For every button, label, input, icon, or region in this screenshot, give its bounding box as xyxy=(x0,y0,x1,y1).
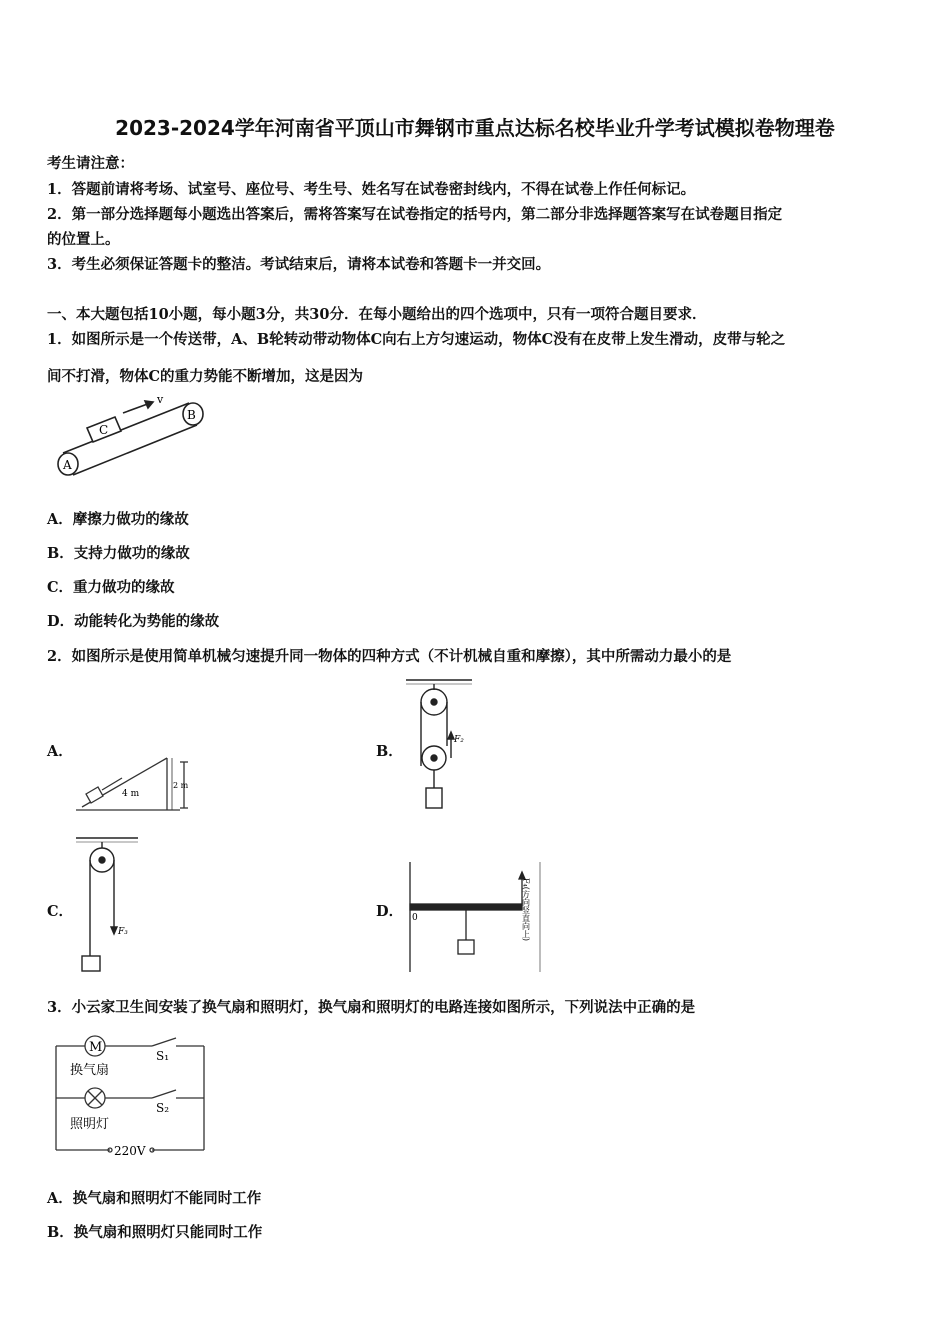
q3-switch-s1-label: S₁ xyxy=(156,1049,170,1063)
q2d-pivot-label: 0 xyxy=(412,913,418,923)
notice-item-2-cont: 的位置上。 xyxy=(47,231,120,248)
q3-option-b[interactable]: B．换气扇和照明灯只能同时工作 xyxy=(47,1224,263,1241)
q1-conveyor-figure xyxy=(45,393,210,483)
q2a-length-label: 4 m xyxy=(122,789,140,799)
page-title: 2023-2024学年河南省平顶山市舞钢市重点达标名校毕业升学考试模拟卷物理卷 xyxy=(115,116,835,140)
q2b-force-label: F₂ xyxy=(454,735,464,745)
q3-lamp-label: 照明灯 xyxy=(70,1117,110,1132)
q1-option-d[interactable]: D．动能转化为势能的缘故 xyxy=(47,613,220,630)
notice-item-3: 3．考生必须保证答题卡的整洁。考试结束后，请将本试卷和答题卡一并交回。 xyxy=(47,256,551,273)
q3-motor-symbol: M xyxy=(89,1040,103,1055)
q3-voltage-label: 220V xyxy=(114,1144,146,1158)
q3-switch-s2-label: S₂ xyxy=(156,1101,170,1115)
q2d-force-label: F₄(方向竖直向上) xyxy=(521,878,531,941)
q2-option-c[interactable]: C． xyxy=(47,903,74,920)
q2-pulley-block-figure xyxy=(404,676,474,814)
q1-label-b: B xyxy=(187,408,196,422)
q1-label-c: C xyxy=(99,423,109,437)
q1-label-v: v xyxy=(157,393,164,406)
notice-item-1: 1．答题前请将考场、试室号、座位号、考生号、姓名写在试卷密封线内，不得在试卷上作任何标记。 xyxy=(47,181,696,198)
q2-option-a[interactable]: A． xyxy=(47,743,73,760)
q1-stem-line1: 1．如图所示是一个传送带，A、B轮转动带动物体C向右上方匀速运动，物体C没有在皮带上发生滑动，皮带与轮之 xyxy=(47,331,786,348)
q2-option-d[interactable]: D． xyxy=(376,903,404,920)
q2c-force-label: F₃ xyxy=(118,927,128,937)
q2-incline-figure xyxy=(72,752,187,814)
q1-label-a: A xyxy=(63,458,72,472)
q1-stem-line2: 间不打滑，物体C的重力势能不断增加，这是因为 xyxy=(47,368,364,385)
q2-fixed-pulley-figure xyxy=(74,834,140,974)
q3-fan-label: 换气扇 xyxy=(70,1063,110,1078)
q2-option-b[interactable]: B． xyxy=(376,743,403,760)
q2-stem: 2．如图所示是使用简单机械匀速提升同一物体的四种方式（不计机械自重和摩擦），其中所需动力最小的是 xyxy=(47,648,732,665)
notice-item-2: 2．第一部分选择题每小题选出答案后，需将答案写在试卷指定的括号内，第二部分非选择题答案写在试卷题目指定 xyxy=(47,206,783,223)
q2-lever-figure xyxy=(404,858,544,976)
q3-stem: 3．小云家卫生间安装了换气扇和照明灯，换气扇和照明灯的电路连接如图所示，下列说法中正确的是 xyxy=(47,999,696,1016)
q1-option-c[interactable]: C．重力做功的缘故 xyxy=(47,579,175,596)
section-1-heading: 一、本大题包括10小题，每小题3分，共30分．在每小题给出的四个选项中，只有一项符合题目要求． xyxy=(47,306,707,323)
q3-circuit-figure xyxy=(52,1030,212,1162)
q2a-height-label: 2 m xyxy=(173,781,189,790)
q1-option-b[interactable]: B．支持力做功的缘故 xyxy=(47,545,190,562)
q1-option-a[interactable]: A．摩擦力做功的缘故 xyxy=(47,511,189,528)
q3-option-a[interactable]: A．换气扇和照明灯不能同时工作 xyxy=(47,1190,262,1207)
notice-heading: 考生请注意： xyxy=(47,155,134,172)
